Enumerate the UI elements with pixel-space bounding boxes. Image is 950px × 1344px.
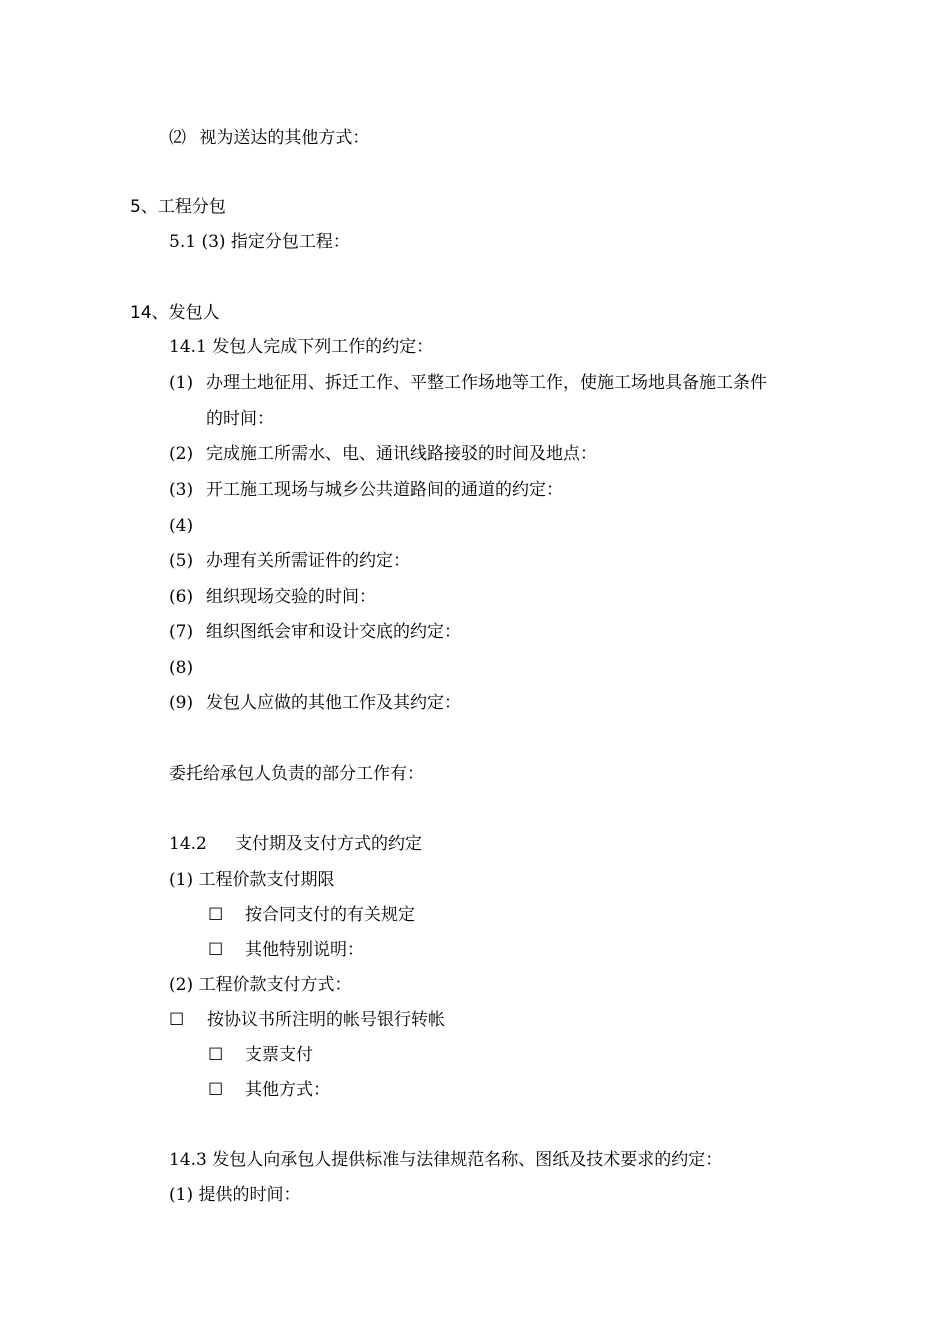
checkbox-option [208,938,364,962]
clause-14-2-text: 支付期及支付方式的约定 [235,834,422,854]
section-5-heading: 5、工程分包 [130,197,226,217]
clause-14-3: 14.3 发包人向承包人提供标准与法律规范名称、图纸及技术要求的约定： [169,1150,723,1170]
list-item-continuation: 的时间： [206,409,274,429]
list-item-number: (9) [169,693,194,713]
checkbox-option-label: 支票支付 [245,1045,313,1065]
list-item [169,549,410,573]
list-item-text: 开工施工现场与城乡公共道路间的通道的约定： [206,480,563,500]
checkbox-option [169,1008,445,1032]
list-item-number: (4) [169,516,194,536]
clause-14-1: 14.1 发包人完成下列工作的约定： [169,337,434,357]
checkbox-icon: ☐ [169,1010,185,1030]
item-4-2-text: 视为送达的其他方式： [199,128,370,148]
clause-14-2 [169,832,422,856]
clause-5-1: 5.1 (3) 指定分包工程： [169,232,350,252]
list-item-text: 办理土地征用、拆迁工作、平整工作场地等工作，使施工场地具备施工条件 [206,373,767,393]
list-item [169,514,206,538]
list-item-text: 组织现场交验的时间： [206,587,376,607]
clause-14-3-item-1: (1) 提供的时间： [169,1185,301,1205]
list-item-text: 发包人应做的其他工作及其约定： [206,693,461,713]
list-item-number: (1) [169,373,194,393]
list-item [169,442,597,466]
entrusted-work-line: 委托给承包人负责的部分工作有： [169,764,424,784]
checkbox-option [208,1043,313,1067]
item-4-2 [169,126,369,150]
payment-method-label: (2) 工程价款支付方式： [169,975,352,995]
checkbox-option-label: 其他特别说明： [245,940,364,960]
list-item [169,371,767,395]
list-item [169,620,461,644]
item-4-2-number: ⑵ [169,128,186,148]
list-item [169,656,206,680]
checkbox-icon: ☐ [208,1045,224,1065]
list-item-text: 完成施工所需水、电、通讯线路接驳的时间及地点： [206,444,597,464]
list-item-number: (3) [169,480,194,500]
checkbox-option-label: 按协议书所注明的帐号银行转帐 [207,1010,445,1030]
list-item-number: (6) [169,587,194,607]
checkbox-icon: ☐ [208,940,224,960]
list-item-text: 办理有关所需证件的约定： [206,551,410,571]
checkbox-option-label: 其他方式： [245,1080,330,1100]
list-item-number: (7) [169,622,194,642]
list-item [169,478,563,502]
list-item-text: 组织图纸会审和设计交底的约定： [206,622,461,642]
list-item-number: (8) [169,658,194,678]
clause-14-2-number: 14.2 [169,834,207,854]
checkbox-icon: ☐ [208,905,224,925]
list-item-number: (2) [169,444,194,464]
list-item-number: (5) [169,551,194,571]
checkbox-option [208,1078,330,1102]
checkbox-option [208,903,415,927]
checkbox-icon: ☐ [208,1080,224,1100]
list-item [169,691,461,715]
checkbox-option-label: 按合同支付的有关规定 [245,905,415,925]
list-item [169,585,376,609]
section-14-heading: 14、发包人 [130,303,220,323]
payment-period-label: (1) 工程价款支付期限 [169,870,335,890]
